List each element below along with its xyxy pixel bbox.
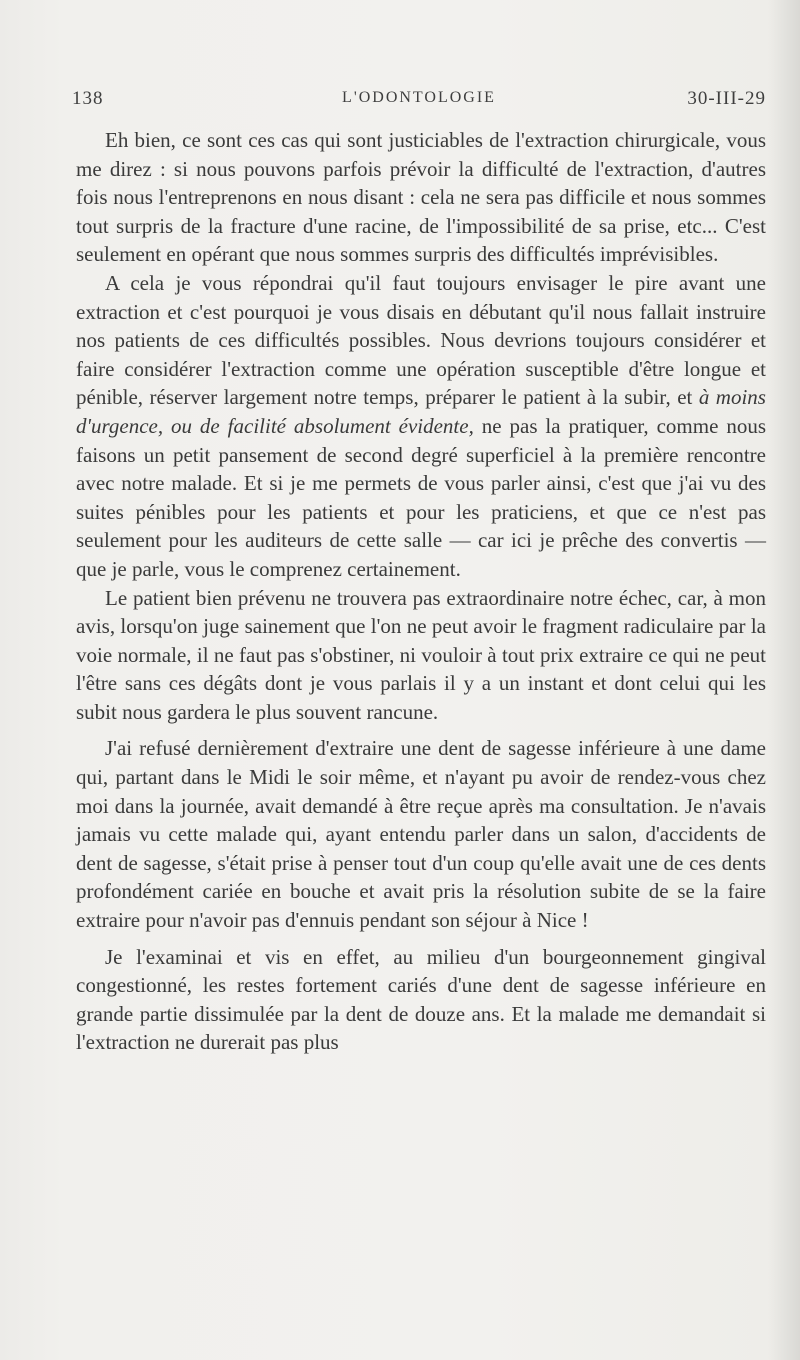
- article-body: [76, 126, 766, 1057]
- issue-date: 30-III-29: [687, 88, 766, 109]
- paragraph-2-part-1: A cela je vous répondrai qu'il faut toujours envisager le pire avant une extraction et c'est pourquoi je vous disais en débutant qu'il nous fallait instruire nos patients de ces difficultés possibles. Nous devrions toujours considérer et faire considérer l'extraction comme une opération susceptible d'être longue et pénible, réserver largement notre temps, préparer le patient à la subir, et: [76, 270, 766, 410]
- running-header: [72, 88, 766, 114]
- paragraph-2: [76, 269, 766, 584]
- running-title: L'ODONTOLOGIE: [342, 89, 496, 106]
- paragraph-3: Le patient bien prévenu ne trouvera pas extraordinaire notre échec, car, à mon avis, lorsqu'on juge sainement que l'on ne peut avoir le fragment radiculaire par la voie normale, il ne faut pas s'obstiner, ni vouloir à tout prix extraire ce qui ne peut l'être sans ces dégâts dont je vous parlais il y a un instant et dont celui qui les subit nous gardera le plus souvent rancune.: [76, 585, 766, 724]
- paragraph-4: J'ai refusé dernièrement d'extraire une dent de sagesse inférieure à une dame qui, partant dans le Midi le soir même, et n'ayant pu avoir de rendez-vous chez moi dans la journée, avait demandé à être reçue après ma consultation. Je n'avais jamais vu cette malade qui, ayant entendu parler dans un salon, d'accidents de dent de sagesse, s'était prise à penser tout d'un coup qu'elle avait une de ces dents profondément cariée en bouche et avait pris la résolution subite de se la faire extraire pour n'avoir pas d'ennuis pendant son séjour à Nice !: [76, 736, 766, 933]
- paragraph-2-italic-phrase: à moins d'urgence, ou de facilité absolument évidente,: [76, 385, 766, 438]
- paragraph-2-part-2: ne pas la pratiquer, comme nous faisons un petit pansement de second degré superficiel à la première rencontre avec notre malade. Et si je me permets de vous parler ainsi, c'est que j'ai vu des suites pénibles pour les patients et pour les praticiens, et que ce n'est pas seulement pour les auditeurs de cette salle — car ici je prêche des convertis — que je parle, vous le comprenez certainement.: [76, 413, 766, 581]
- paragraph-5: Je l'examinai et vis en effet, au milieu d'un bourgeonnement gingival congestionné, les restes fortement cariés d'une dent de sagesse inférieure en grande partie dissimulée par la dent de douze ans. Et la malade me demandait si l'extraction ne durerait pas plus: [76, 944, 766, 1055]
- paragraph-1: Eh bien, ce sont ces cas qui sont justiciables de l'extraction chirurgicale, vous me direz : si nous pouvons parfois prévoir la difficulté de l'extraction, d'autres fois nous l'entreprenons en nous disant : cela ne sera pas difficile et nous sommes tout surpris de la fracture d'une racine, de l'impossibilité de sa prise, etc... C'est seulement en opérant que nous sommes surpris des difficultés imprévisibles.: [76, 128, 766, 267]
- page-number: 138: [72, 88, 104, 109]
